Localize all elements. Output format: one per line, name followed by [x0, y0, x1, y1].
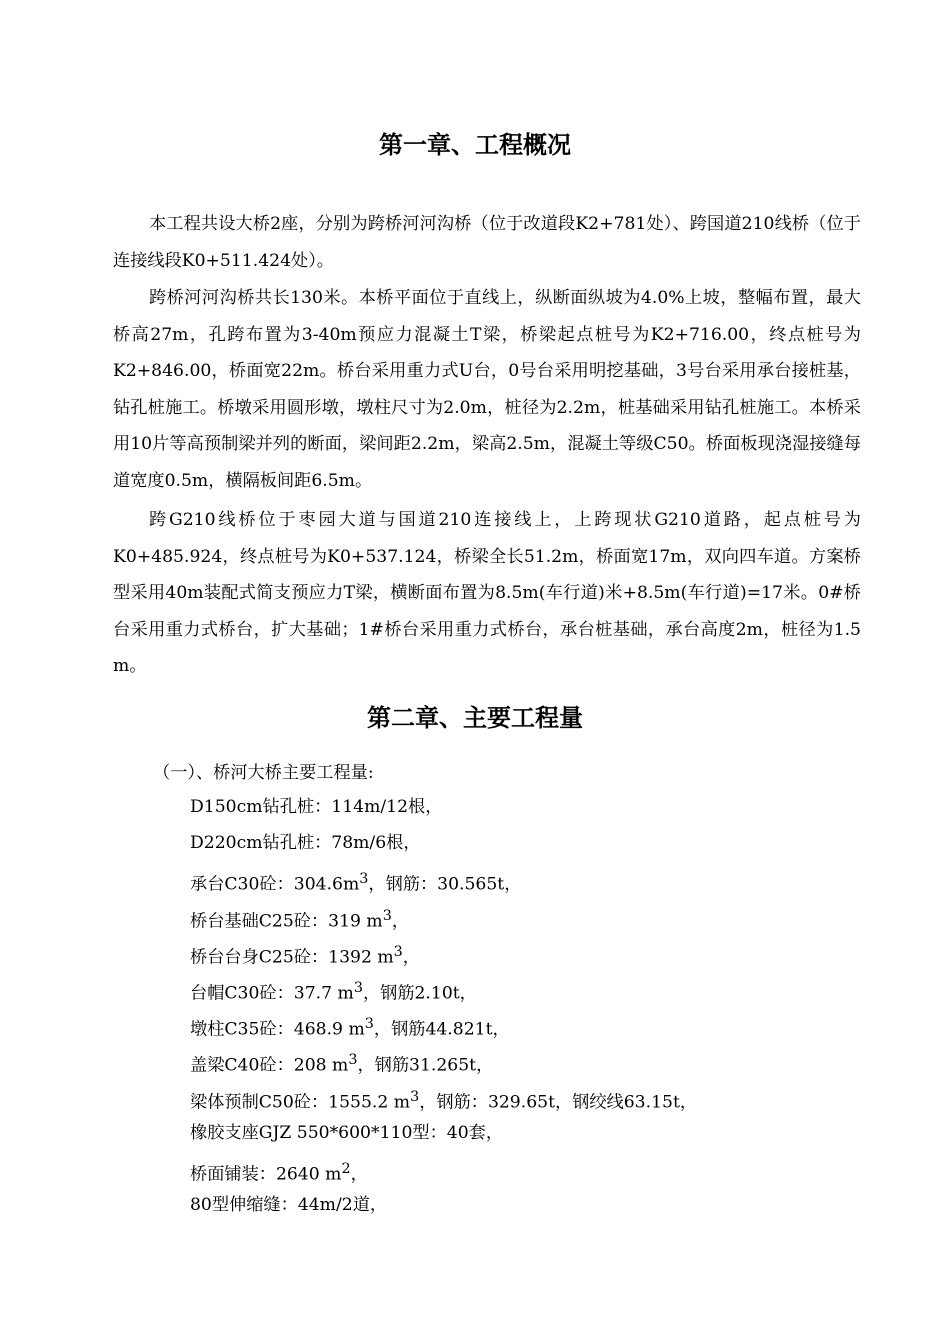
- unit-superscript: 3: [393, 943, 403, 960]
- quantity-item: 80型伸缩缝：44m/2道，: [190, 1195, 388, 1216]
- unit-superscript: 3: [410, 1088, 420, 1105]
- quantity-item: [190, 898, 697, 934]
- chapter-1-title: 第一章、工程概况: [379, 131, 571, 159]
- quantity-item: [190, 861, 697, 897]
- quantity-text: 墩柱C35砼：468.9 m: [190, 1019, 365, 1040]
- quantity-item: D150cm钻孔桩：114m/12根，: [190, 797, 443, 817]
- quantity-item: 橡胶支座GJZ 550*600*110型：40套，: [190, 1122, 504, 1143]
- quantity-text: 台帽C30砼：37.7 m: [190, 983, 354, 1004]
- quantity-item: [190, 1042, 697, 1078]
- quantity-item: [190, 1151, 697, 1187]
- section-1-title: （一）、桥河大桥主要工程量:: [153, 763, 374, 783]
- quantity-text: ，钢筋44.821t，: [373, 1019, 510, 1040]
- quantity-text: ，: [402, 947, 420, 968]
- unit-superscript: 2: [341, 1160, 351, 1177]
- quantity-text: ，: [391, 911, 410, 932]
- quantity-text: 桥台台身C25砼：1392 m: [190, 947, 394, 968]
- quantity-text: 承台C30砼：304.6m: [190, 875, 360, 896]
- unit-superscript: 3: [382, 907, 392, 924]
- quantity-text: ，: [350, 1164, 368, 1185]
- quantity-text: 梁体预制C50砼：1555.2 m: [190, 1092, 411, 1113]
- project-overview-paragraph: 本工程共设大桥2座，分别为跨桥河河沟桥（位于改道段K2+781处）、跨国道210线桥（位于连接线段K0+511.424处）。: [113, 214, 861, 271]
- quantity-item: [190, 934, 697, 970]
- quantity-text: ，钢筋31.265t，: [357, 1056, 494, 1077]
- quantity-item: D220cm钻孔桩：78m/6根，: [190, 833, 421, 854]
- quantity-text: ，钢筋：329.65t，钢绞线63.15t，: [419, 1092, 698, 1113]
- unit-superscript: 3: [348, 1052, 358, 1069]
- quantity-text: 桥台基础C25砼：319 m: [190, 911, 383, 932]
- unit-superscript: 3: [353, 979, 363, 996]
- quantity-item: [190, 1079, 697, 1115]
- quantity-text: 盖梁C40砼：208 m: [190, 1056, 349, 1077]
- quantity-text: ，钢筋2.10t，: [362, 983, 477, 1004]
- chapter-2-title: 第二章、主要工程量: [367, 704, 583, 732]
- quantity-text: ，钢筋：30.565t，: [368, 875, 522, 896]
- unit-superscript: 3: [359, 871, 369, 888]
- quantity-list: [190, 789, 697, 1223]
- quantity-text: 桥面铺装：2640 m: [190, 1164, 342, 1185]
- quantity-item: [190, 970, 697, 1006]
- quantity-item: [190, 1006, 697, 1042]
- g210-bridge-paragraph: 跨G210线桥位于枣园大道与国道210连接线上，上跨现状G210道路，起点桩号为K0+485.924，终点桩号为K0+537.124，桥梁全长51.2m，桥面宽17m，双向四车道。方案桥型采用40m装配式简支预应力T梁，横断面布置为8.5m(车行道)米+8.5m(车行道)=17米。0#桥台采用重力式桥台，扩大基础；1#桥台采用重力式桥台，承台桩基础，承台高度2m，桩径为1.5 m。: [113, 510, 861, 677]
- unit-superscript: 3: [364, 1016, 374, 1033]
- qiaohe-bridge-paragraph: 跨桥河河沟桥共长130米。本桥平面位于直线上，纵断面纵坡为4.0%上坡，整幅布置，最大桥高27m，孔跨布置为3-40m预应力混凝土T梁，桥梁起点桩号为K2+716.00，终点桩号为K2+846.00，桥面宽22m。桥台采用重力式U台，0号台采用明挖基础，3号台采用承台接桩基，钻孔桩施工。桥墩采用圆形墩，墩柱尺寸为2.0m，桩径为2.2m，桩基础采用钻孔桩施工。本桥采用10片等高预制梁并列的断面，梁间距2.2m，梁高2.5m，混凝土等级C50。桥面板现浇湿接缝每道宽度0.5m，横隔板间距6.5m。: [113, 288, 861, 491]
